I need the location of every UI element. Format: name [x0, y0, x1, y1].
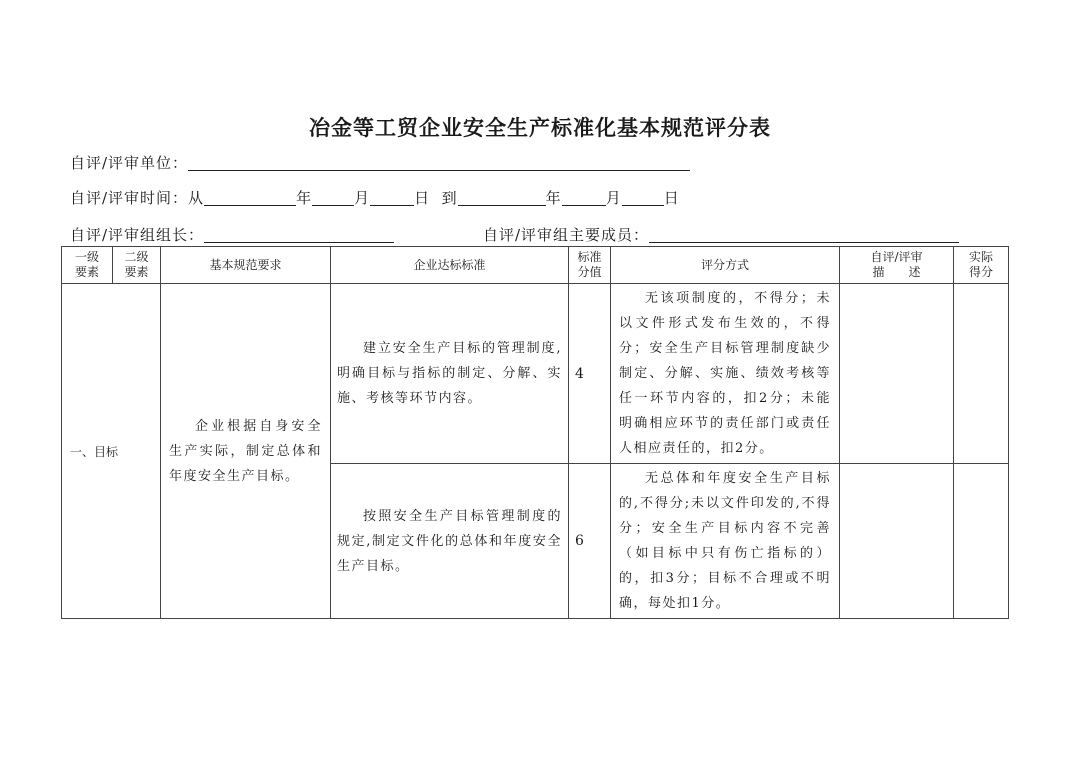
header-requirement: 基本规范要求	[161, 247, 331, 284]
to-day-blank[interactable]	[622, 189, 664, 206]
score-cell: 4	[569, 284, 611, 464]
description-cell[interactable]	[840, 464, 954, 619]
page-title: 冶金等工贸企业安全生产标准化基本规范评分表	[309, 115, 771, 140]
to-year-label: 年	[545, 189, 562, 207]
unit-line	[70, 152, 690, 173]
time-label: 自评/评审时间：从	[70, 189, 205, 207]
to-year-blank[interactable]	[458, 189, 546, 206]
header-standard: 企业达标标准	[331, 247, 569, 284]
method-cell: 无该项制度的，不得分；未以文件形式发布生效的，不得分；安全生产目标管理制度缺少制定、分解、实施、绩效考核等任一环节内容的，扣2分；未能明确相应环节的责任部门或责任人相应责任的，扣2分。	[611, 284, 840, 464]
header-description: 自评/评审 描 述	[840, 247, 954, 284]
to-month-blank[interactable]	[562, 189, 606, 206]
from-day-label: 日	[414, 189, 431, 207]
header-level2: 二级 要素	[113, 247, 161, 284]
from-month-label: 月	[354, 189, 371, 207]
members-line	[483, 224, 959, 245]
table-header-row	[62, 247, 1009, 284]
table-row	[62, 284, 1009, 464]
to-month-label: 月	[605, 189, 622, 207]
members-label: 自评/评审组主要成员：	[483, 226, 650, 244]
header-method: 评分方式	[611, 247, 840, 284]
unit-label: 自评/评审单位：	[70, 154, 189, 172]
method-cell: 无总体和年度安全生产目标的,不得分;未以文件印发的,不得分；安全生产目标内容不完善（如目标中只有伤亡指标的）的，扣3分；目标不合理或不明确，每处扣1分。	[611, 464, 840, 619]
from-year-blank[interactable]	[204, 189, 296, 206]
from-day-blank[interactable]	[370, 189, 414, 206]
leader-line	[70, 224, 394, 245]
actual-score-cell[interactable]	[954, 284, 1009, 464]
to-day-label: 日	[663, 189, 680, 207]
header-level1: 一级 要素	[62, 247, 113, 284]
leader-blank[interactable]	[204, 226, 394, 243]
score-cell: 6	[569, 464, 611, 619]
time-line	[70, 187, 680, 208]
to-label: 到	[441, 189, 458, 207]
unit-blank[interactable]	[188, 154, 690, 171]
standard-cell: 建立安全生产目标的管理制度,明确目标与指标的制定、分解、实施、考核等环节内容。	[331, 284, 569, 464]
leader-label: 自评/评审组组长：	[70, 226, 205, 244]
scoring-table	[61, 246, 1009, 619]
actual-score-cell[interactable]	[954, 464, 1009, 619]
description-cell[interactable]	[840, 284, 954, 464]
requirement-cell: 企业根据自身安全生产实际，制定总体和年度安全生产目标。	[161, 284, 331, 619]
from-month-blank[interactable]	[312, 189, 354, 206]
standard-cell: 按照安全生产目标管理制度的规定,制定文件化的总体和年度安全生产目标。	[331, 464, 569, 619]
from-year-label: 年	[296, 189, 313, 207]
members-blank[interactable]	[649, 226, 959, 243]
level1-cell: 一、目标	[62, 284, 161, 619]
header-actual: 实际 得分	[954, 247, 1009, 284]
header-score: 标准 分值	[569, 247, 611, 284]
